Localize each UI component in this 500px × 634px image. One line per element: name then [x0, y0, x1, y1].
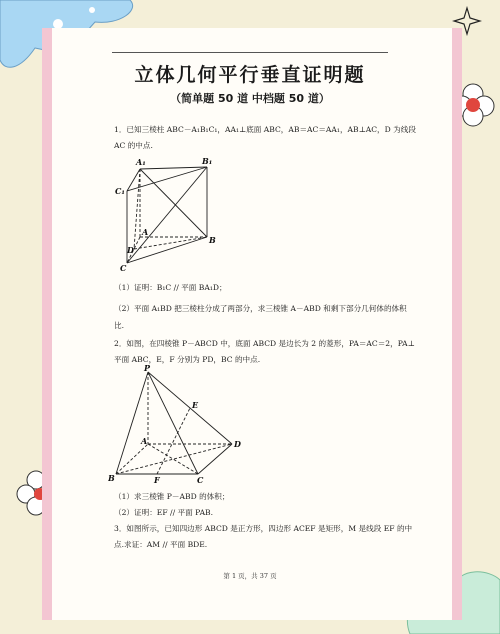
label-c: C [120, 263, 127, 273]
label-f: F [154, 475, 160, 485]
label-c1: C₁ [115, 186, 125, 196]
top-rule [112, 52, 388, 53]
edge-a1d [134, 169, 140, 249]
page-title: 立体几何平行垂直证明题 [134, 64, 366, 86]
label-d: D [234, 439, 241, 449]
q2-part1: （1）求三棱锥 P－ABD 的体积； [114, 492, 230, 501]
q1-part1: （1）证明：B₁C // 平面 BA₁D； [114, 283, 227, 292]
label-a1: A₁ [136, 157, 146, 167]
label-d: D [127, 245, 134, 255]
q2-part2: （2）证明：EF // 平面 PAB. [114, 508, 214, 517]
q2-stem-line1: 2．如图，在四棱锥 P－ABCD 中，底面 ABCD 是边长为 2 的菱形，PA＝AC＝2，PA⊥ [114, 339, 415, 348]
q1-prism-figure [110, 155, 225, 275]
page-subtitle: （简单题 50 道 中档题 50 道） [170, 92, 330, 105]
edge-a1b1 [140, 167, 207, 169]
q2-pyramid-figure [108, 364, 248, 488]
q1-part2-line1: （2）平面 A₁BD 把三棱柱分成了两部分，求三棱锥 A－ABD 和剩下部分几何体的体积 [114, 304, 407, 313]
page-footer: 第 1 页，共 37 页 [223, 572, 277, 580]
edge-fe [157, 408, 190, 474]
label-b1: B₁ [202, 156, 213, 166]
label-p: P [144, 364, 151, 373]
edge-cb [127, 237, 207, 263]
label-c: C [197, 475, 204, 485]
q2-stem-line2: 平面 ABC，E，F 分别为 PD，BC 的中点. [114, 355, 261, 364]
label-e: E [192, 400, 199, 410]
q1-part2-line2: 比. [114, 321, 125, 330]
q3-stem-line2: 点.求证：AM // 平面 BDE. [114, 540, 208, 549]
label-a: A [141, 436, 148, 446]
label-b: B [108, 473, 115, 483]
q1-stem-line2: AC 的中点. [114, 141, 153, 150]
q1-stem-line1: 1．已知三棱柱 ABC－A₁B₁C₁，AA₁⊥底面 ABC，AB＝AC＝AA₁，AB⊥AC，D 为线段 [114, 125, 416, 134]
q3-stem-line1: 3．如图所示，已知四边形 ABCD 是正方形，四边形 ACEF 是矩形，M 是线段 EF 的中 [114, 524, 413, 533]
edge-pd [148, 372, 232, 444]
edge-pc [148, 372, 198, 474]
edge-db [134, 237, 207, 249]
label-a: A [142, 227, 149, 237]
label-b: B [209, 235, 216, 245]
